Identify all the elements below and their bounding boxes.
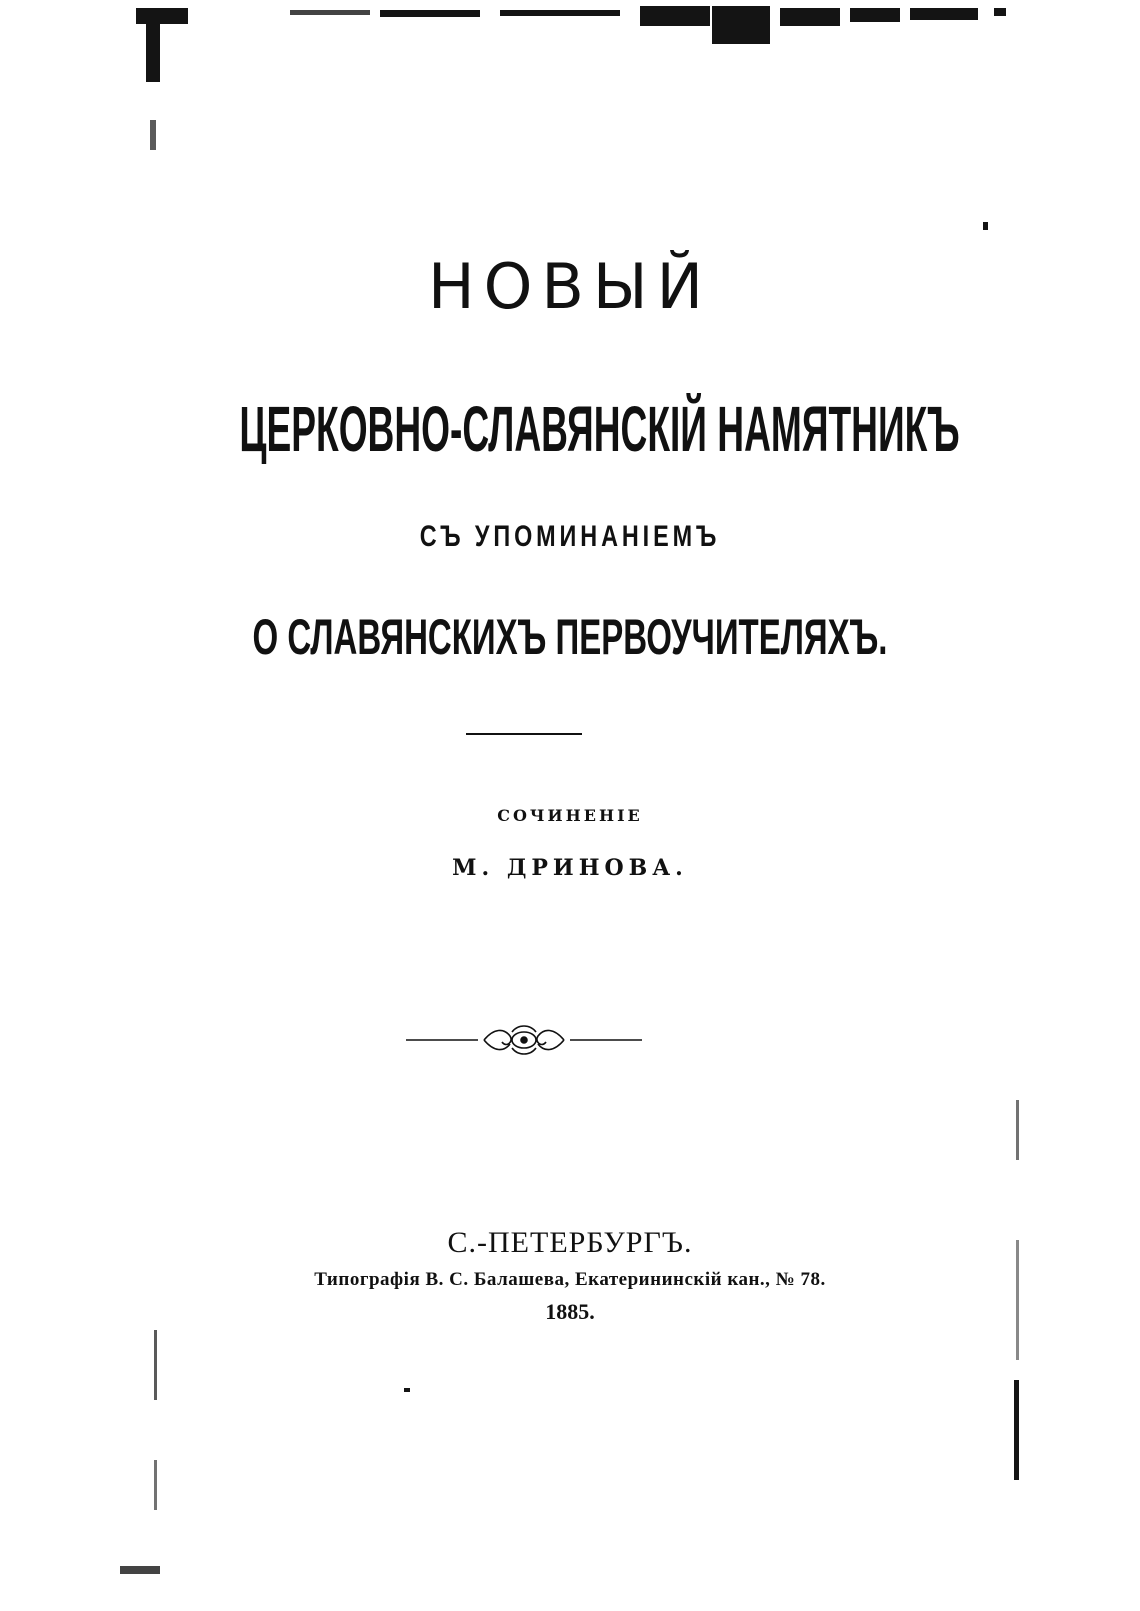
scan-artifact-top-strip	[780, 8, 840, 26]
scan-artifact-top-left	[136, 8, 188, 24]
author-name: М. ДРИНОВА.	[452, 855, 688, 881]
scan-artifact-top-strip	[380, 10, 480, 17]
imprint-year: 1885.	[545, 1299, 595, 1324]
scan-artifact-top-strip	[994, 8, 1006, 16]
title-line-4: О СЛАВЯНСКИХЪ ПЕРВОУЧИТЕЛЯХЪ.	[252, 609, 888, 665]
title-line-1: НОВЫЙ	[427, 250, 713, 323]
scan-artifact-left-edge	[154, 1460, 157, 1510]
scan-artifact-top-left-small	[150, 120, 156, 150]
imprint-city: С.-ПЕТЕРБУРГЪ.	[447, 1226, 693, 1259]
divider-rule	[466, 733, 582, 735]
byline: СОЧИНЕНІЕ	[497, 806, 643, 825]
scan-artifact-dot	[404, 1388, 410, 1392]
title-line-2: ЦЕРКОВНО-СЛАВЯНСКІЙ НАМЯТНИКЪ	[239, 393, 960, 465]
scan-artifact-top-strip	[640, 6, 710, 26]
scan-artifact-top-strip	[500, 10, 620, 16]
title-line-3: СЪ УПОМИНАНІЕМЪ	[419, 520, 721, 553]
scan-artifact-top-strip	[712, 6, 770, 44]
scan-artifact-top-strip	[290, 10, 370, 15]
scan-artifact-top-strip	[850, 8, 900, 22]
scan-artifact-bottom-left	[120, 1566, 160, 1574]
ornament-divider	[406, 1022, 642, 1058]
scan-artifact-top-left-drip	[146, 22, 160, 82]
scan-artifact-dot	[983, 222, 988, 230]
scan-artifact-right-edge	[1014, 1380, 1019, 1480]
scan-artifact-right-edge	[1016, 1100, 1019, 1160]
imprint-printer: Типографія В. С. Балашева, Екатерининскій кан., № 78.	[314, 1269, 826, 1290]
scan-artifact-top-strip	[910, 8, 978, 20]
scan-artifact-left-edge	[154, 1330, 157, 1400]
